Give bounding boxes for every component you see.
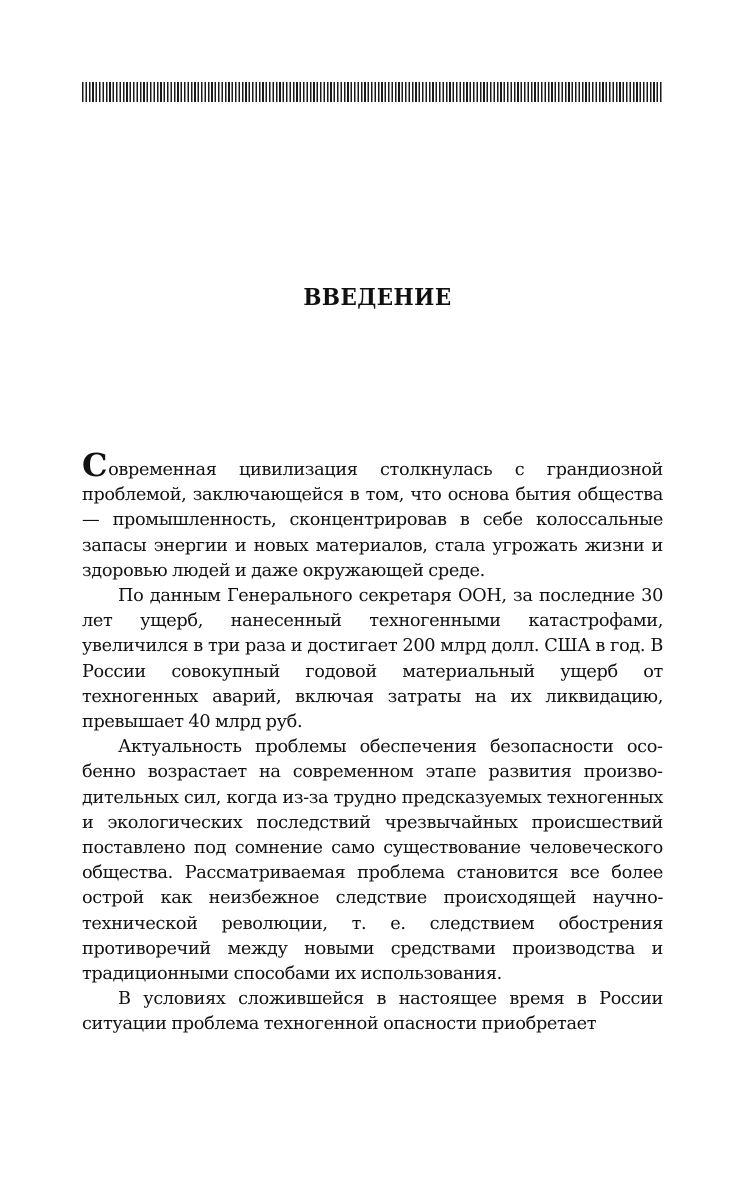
drop-cap: С	[82, 446, 108, 484]
body-text	[82, 446, 663, 1038]
header-ornament-rule	[82, 82, 663, 102]
chapter-title: ВВЕДЕНИЕ	[303, 284, 452, 311]
paragraph-3: Актуальность проблемы обеспечения безопасности особенно возрастает на современном этапе развития производительных сил, когда из-за трудно предсказуемых техногенных и экологических последствий чрезвычайных происшествий поставлено под сомнение само существование человеческого общества. Рассматриваемая проблема становится все более острой как неизбежное следствие происходящей научно-технической революции, т. е. следствием обострения противоречий между новыми средствами производства и традиционными способами их использования.	[82, 737, 663, 985]
paragraph-1-text: овременная цивилизация столкнулась с грандиозной проблемой, заключающейся в том, что основа бытия общества — промышленность, сконцентрировав в себе колоссальные запасы энергии и новых материалов, стала угрожать жизни и здоровью людей и даже окружающей среде.	[82, 460, 663, 581]
paragraph-1	[82, 446, 663, 584]
paragraph-4: В условиях сложившейся в настоящее время в России ситуации проблема техногенной опасности приобретает	[82, 989, 663, 1035]
paragraph-2: По данным Генерального секретаря ООН, за последние 30 лет ущерб, нанесенный техногенными катастрофами, увеличился в три раза и достигает 200 млрд долл. США в год. В России совокупный годовой материальный ущерб от техногенных аварий, включая затраты на их ликвидацию, превышает 40 млрд руб.	[82, 586, 663, 733]
